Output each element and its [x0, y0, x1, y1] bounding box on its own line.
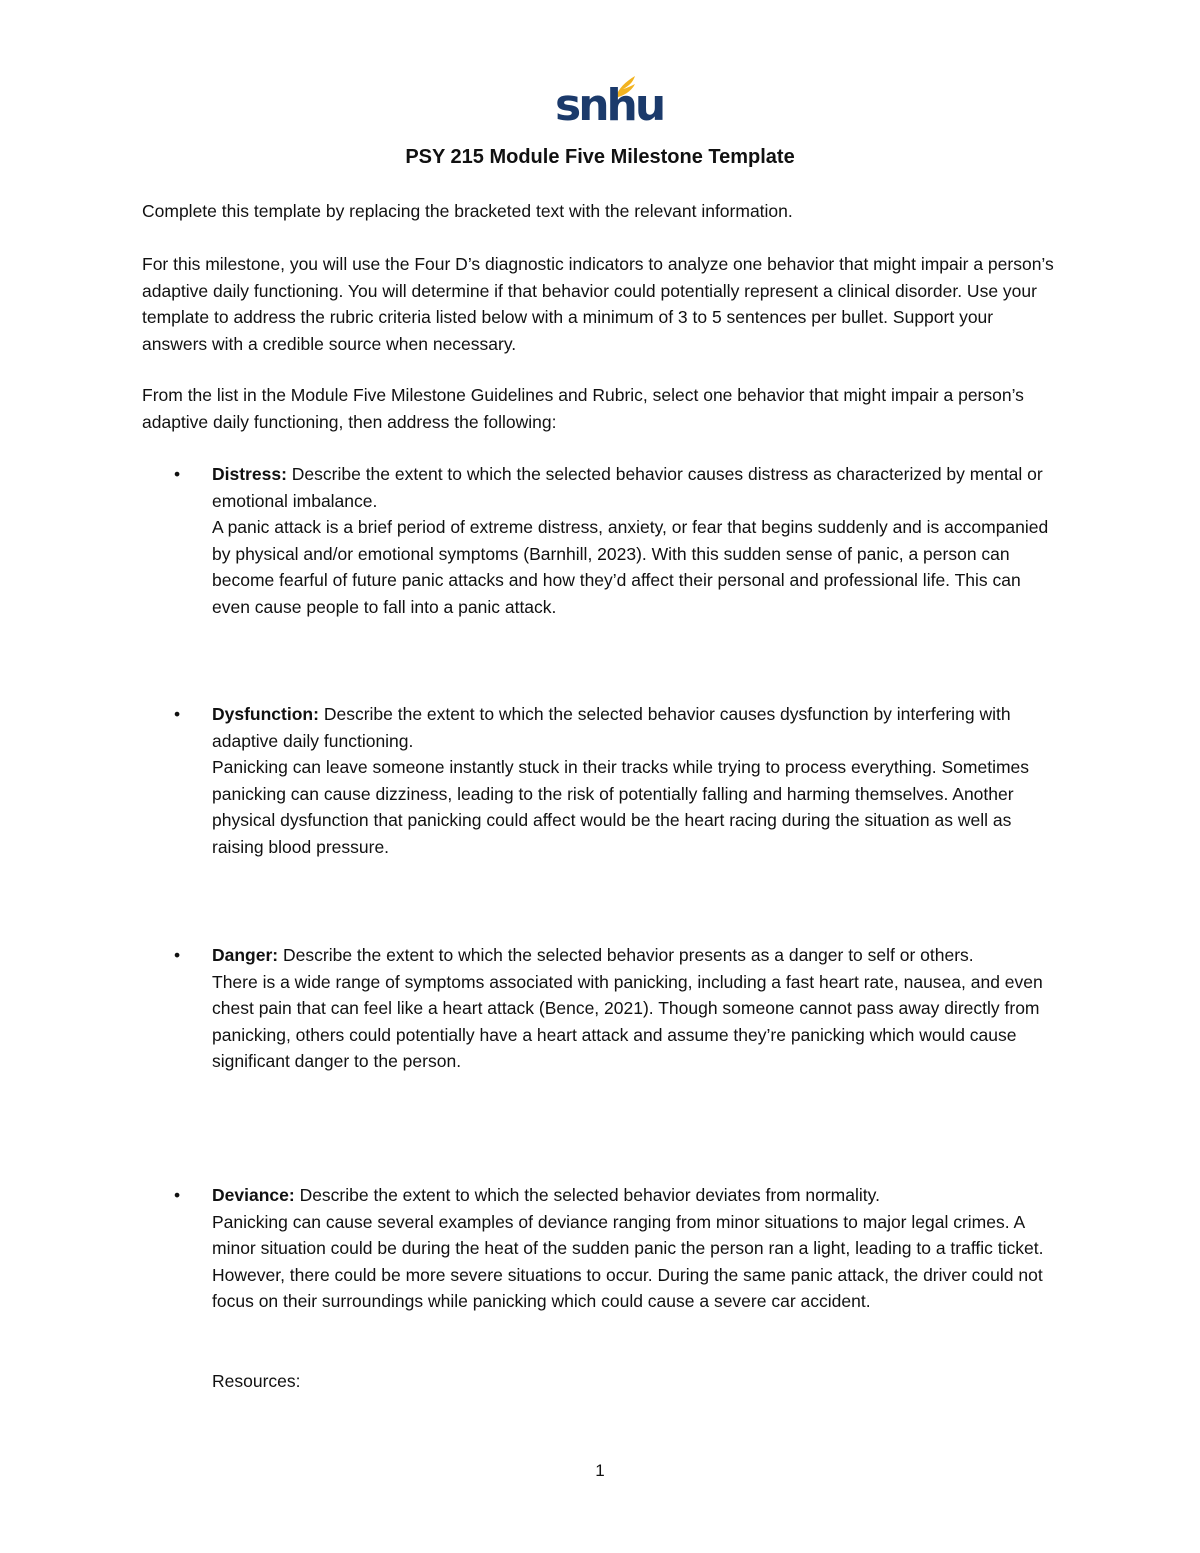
bullet-prompt: Describe the extent to which the selected behavior causes dysfunction by interfering with adaptive daily functioning.: [212, 704, 1011, 751]
bullet-body: [212, 942, 1062, 1075]
bullet-heading: Distress:: [212, 464, 287, 484]
logo-wordmark: snhu: [555, 80, 664, 131]
bullet-marker: •: [174, 704, 181, 724]
document-title: PSY 215 Module Five Milestone Template: [405, 146, 795, 168]
bullet-body: [212, 461, 1062, 620]
bullet-prompt-line: [212, 701, 1062, 754]
bullet-answer: Panicking can leave someone instantly stuck in their tracks while trying to process everything. Sometimes panicking can cause dizziness, leading to the risk of potentially falling and harming themselves. Another physical dysfunction that panicking could affect would be the heart racing during the situation as well as raising blood pressure.: [212, 757, 1030, 857]
bullet-prompt: Describe the extent to which the selected behavior deviates from normality.: [299, 1185, 880, 1205]
bullet-heading: Deviance:: [212, 1185, 295, 1205]
intro-paragraph: For this milestone, you will use the Four D’s diagnostic indicators to analyze one behavior that might impair a person’s adaptive daily functioning. You will determine if that behavior could potentially represent a clinical disorder. Use your template to address the rubric criteria listed below with a minimum of 3 to 5 sentences per bullet. Support your answers with a credible source when necessary.: [142, 254, 1054, 354]
bullet-prompt-line: [212, 942, 1062, 969]
bullet-answer: There is a wide range of symptoms associated with panicking, including a fast heart rate, nausea, and even chest pain that can feel like a heart attack (Bence, 2021). Though someone cannot pass away directly from panicking, others could potentially have a heart attack and assume they’re panicking which would cause significant danger to the person.: [212, 971, 1043, 1071]
instructions-text: Complete this template by replacing the bracketed text with the relevant information.: [142, 201, 793, 221]
bullet-marker: •: [174, 464, 181, 484]
bullet-body: [212, 701, 1062, 860]
bullet-prompt: Describe the extent to which the selected behavior presents as a danger to self or others.: [283, 945, 974, 965]
resources-label: Resources:: [212, 1371, 301, 1391]
bullet-heading: Dysfunction:: [212, 704, 319, 724]
page-number: 1: [595, 1461, 605, 1480]
bullet-prompt-line: [212, 461, 1062, 514]
bullet-marker: •: [174, 945, 181, 965]
bullet-prompt-line: [212, 1182, 1062, 1209]
bullet-answer: A panic attack is a brief period of extreme distress, anxiety, or fear that begins suddenly and is accompanied by physical and/or emotional symptoms (Barnhill, 2023). With this sudden sense of panic, a person can become fearful of future panic attacks and how they’d affect their personal and professional life. This can even cause people to fall into a panic attack.: [212, 517, 1049, 617]
bullet-body: [212, 1182, 1062, 1315]
bullet-heading: Danger:: [212, 945, 279, 965]
snhu-logo: [553, 72, 664, 134]
bullet-prompt: Describe the extent to which the selected behavior causes distress as characterized by mental or emotional imbalance.: [212, 464, 1043, 511]
selection-prompt: From the list in the Module Five Milestone Guidelines and Rubric, select one behavior that might impair a person’s adaptive daily functioning, then address the following:: [142, 385, 1024, 432]
bullet-marker: •: [174, 1185, 181, 1205]
bullet-answer: Panicking can cause several examples of deviance ranging from minor situations to major legal crimes. A minor situation could be during the heat of the sudden panic the person ran a light, leading to a traffic ticket. However, there could be more severe situations to occur. During the same panic attack, the driver could not focus on their surroundings while panicking which could cause a severe car accident.: [212, 1211, 1044, 1311]
